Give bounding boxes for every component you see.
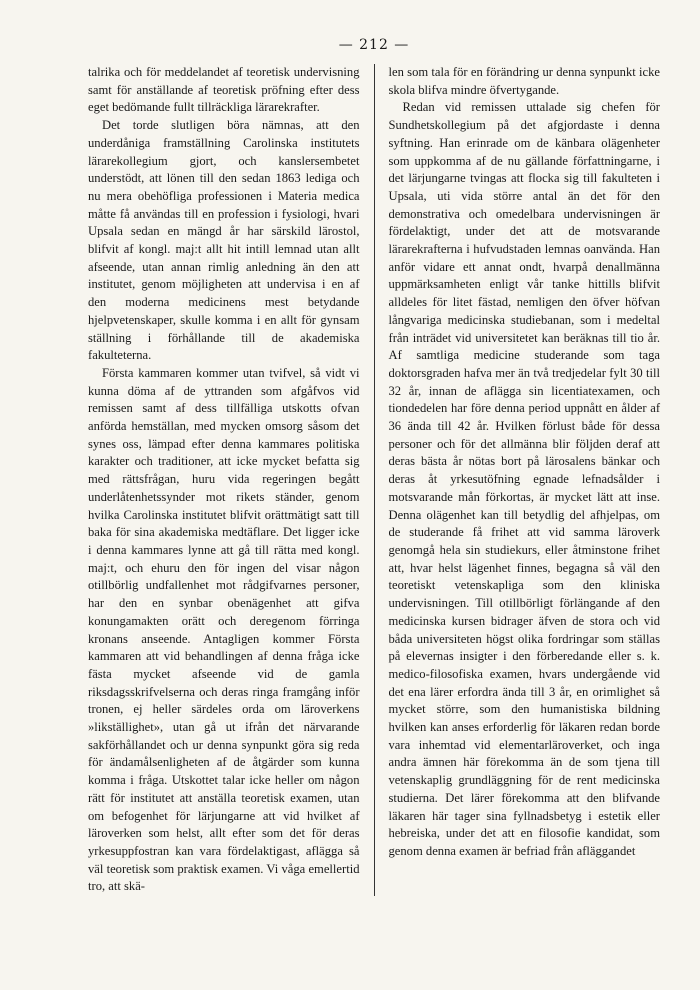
left-column (88, 64, 368, 896)
right-column (381, 64, 661, 896)
paragraph: talrika och för meddelandet af teoretisk undervisning samt för anställande af teoretisk pröfning efter dess eget bedömande fullt tillräckliga lärarekrafter. (88, 65, 360, 115)
paragraph: Redan vid remissen uttalade sig chefen för Sundhetskollegium på det afgjordaste i denna syftning. Han erinrade om de känbara olägenheter som uppkomma af de nu gällande författningarne, i det lärjungarne tvingas att flocka sig till fakulteten i Upsala, uti vida större antal än det för den demonstrativa och omedelbara undervisningen är fördelaktigt, under det att de motsvarande lärarekrafterna i hufvudstaden lemnas oanvända. Han anför vidare ett annat ondt, hvarpå denallmänna uppmärksamheten enligt vår tanke hittills blifvit alldeles för litet fästad, nemligen den öfver höfvan långvariga medicinska studiebanan, som i medeltal från inträdet vid universitetet kan beräknas till tio år. Af samtliga medicine studerande som taga doktorsgraden hafva mer än två tredjedelar fylt 30 till 32 år, innan de aflägga sin licentiatexamen, och tiondedelen har före denna period uppnått en ålder af 36 ända till 42 år. Hvilken förlust både för dessa personer och för det allmänna blir följden deraf att deras bästa år nötas bort på lärosalens bänkar och deras åt yrkesutöfning egnade lefnadsålder i motsvarande mån förkortas, är mycket lätt att inse. Denna olägenhet kan till betydlig del afhjelpas, om de studerande få frihet att vid samma läroverk genomgå hela sin studiekurs, eller åtminstone frihet att, hvar helst lägenhet finnes, begagna så väl den teoretiskt vetenskapliga som den kliniska undervisningen. Till otillbörligt förlängande af den medicinska kursen bidrager äfven de stora och vid båda universiteten högst olika fordringar som ställas på elevernas insigter i den förberedande eller s. k. medico-filosofiska examen, hvars undergående vid det ena lärer erfordra ända till 3 år, en orimlighet så mycket större, som den humanistiska bildning hvilken kan anses erforderlig för läkaren redan borde vara inhemtad vid elementarläroverket, och inga andra ämnen här förekomma än de som tjena till vetenskaplig grundläggning för de rent medicinska studierna. Det lärer förekomma att den blifvande läkaren här tager sina fyllnadsbetyg i estetik eller hebreiska, under det att en filosofie kandidat, som genom denna examen är befriad från afläggandet (388, 100, 661, 858)
paragraph: Första kammaren kommer utan tvifvel, så vidt vi kunna döma af de yttranden som afgåfvos vid remissen samt af dess tillfälliga utskotts ofvan anförda hemställan, med mycken omsorg såsom det synes oss, lämpad efter denna kammares politiska karakter och traditioner, att icke mycket befatta sig med rättsfrågan, huru vida regeringen begått underlåtenhetssynder mot rikets ständer, genom hvilka Carolinska institutet blifvit orättmätigt satt till baka för sina akademiska medtäflare. Det ligger icke i denna kammares lynne att gå till rätta med kongl. maj:t, och ehuru den för ingen del visar någon otillbörlig undfallenhet mot rådgifvarnes personer, har den en synbar obenägenhet att gifva konungamakten orätt och deregenom förringa kronans anseende. Antagligen kommer Första kammaren att vid behandlingen af denna fråga icke fästa mycket afseende vid de gamla riksdagsskrifvelserna och deras ringa framgång inför tronen, ej heller särdeles orda om läroverkens »likställighet», utan gå ut ifrån det närvarande sakförhållandet och ur denna synpunkt göra sig reda för ändamålsenligheten af de åtgärder som kunna komma i fråga. Utskottet talar icke heller om någon rätt för institutet att anställa teoretisk examen, utan om befogenhet för lärjungarne att vid hvilket af läroverken som helst, allt efter som det för deras yrkesuppfostran kan vara fördelaktigast, aflägga så väl teoretisk som praktisk examen. Vi våga emellertid tro, att skä- (88, 365, 360, 894)
paragraph: Det torde slutligen böra nämnas, att den underdåniga framställning Carolinska institutets lärarekollegium gjort, och kanslersembetet understödt, att lönen till den sedan 1863 lediga och nu mera obehöfliga professionen i Materia medica måtte få användas till en profession i fysiologi, hvari Upsala sedan en mängd år har särskild lärostol, blifvit af kongl. maj:t allt hit intill lemnad utan allt afseende, utan annan rimlig anledning än den att institutet, genom möjligheten att undervisa i en af den moderna medicinens mest betydande hjelpvetenskaper, skulle komma i en allt för gynsam ställning i förhållande till de akademiska fakulteterna. (88, 118, 360, 363)
column-divider (374, 64, 375, 896)
paragraph: len som tala för en förändring ur denna synpunkt icke skola blifva mindre öfvertygande. (388, 65, 661, 97)
page-number: — 212 — (338, 37, 410, 53)
two-column-body (88, 64, 660, 896)
